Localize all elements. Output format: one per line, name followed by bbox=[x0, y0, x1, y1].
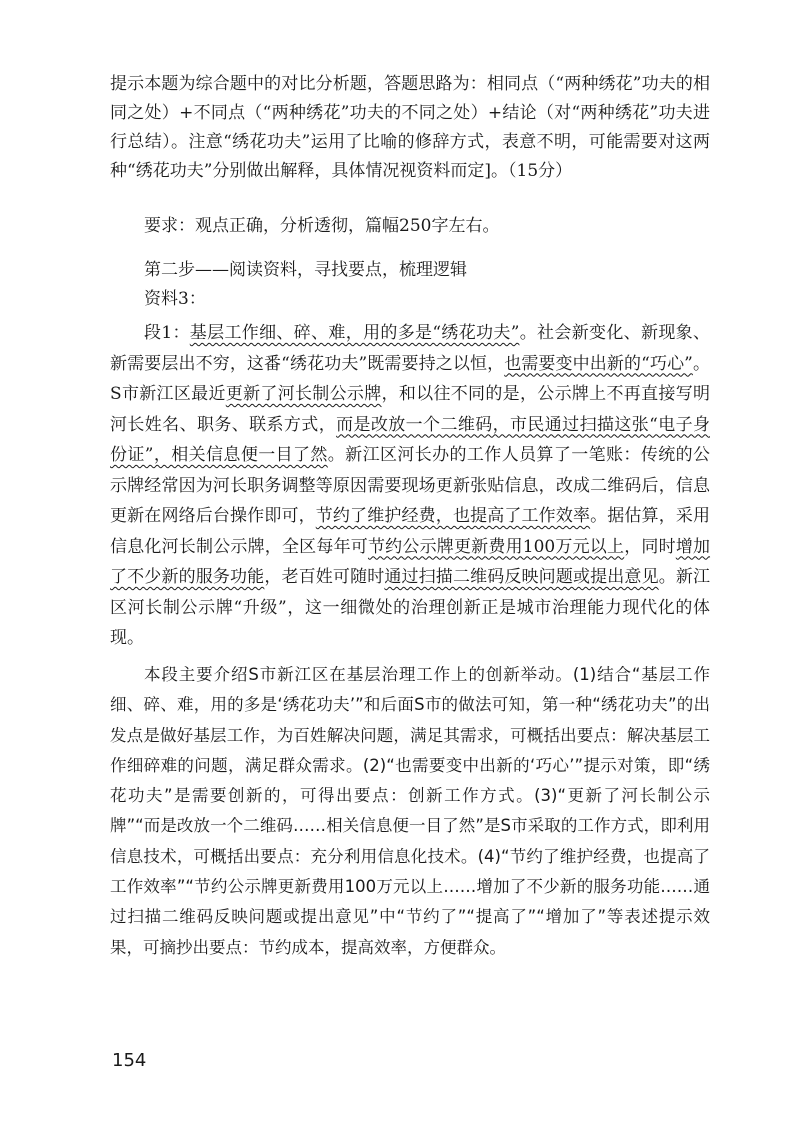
segment-text: 段1： bbox=[144, 323, 190, 343]
underlined-phrase: 更新了河长制公示牌 bbox=[225, 384, 382, 404]
material-label: 资料3： bbox=[144, 289, 206, 309]
segment-text: ，同时 bbox=[624, 536, 676, 557]
underlined-phrase: 基层工作细、碎、难，用的多是“绣花功夫” bbox=[189, 323, 520, 343]
step-heading: 第二步——阅读资料，寻找要点，梳理逻辑 bbox=[144, 260, 467, 280]
underlined-phrase: 而是改放一个二维码，市民通过扫描这张“电子身份证”，相关信息便一目了然 bbox=[110, 414, 710, 465]
segment-paragraph bbox=[110, 318, 710, 654]
underlined-phrase: 节约了维护经费，也提高了工作效率 bbox=[315, 506, 591, 526]
underlined-phrase: 节约公示牌更新费用100万元以上 bbox=[367, 536, 625, 557]
segment-text: 。新江区河长制公示牌“升级”，这一细微处的治理创新正是城市治理能力现代化的体现。 bbox=[110, 567, 711, 648]
segment-text: 。S市新江区最近 bbox=[110, 353, 710, 404]
requirement-line: 要求：观点正确，分析透彻，篇幅250字左右。 bbox=[144, 216, 500, 236]
hint-paragraph: 提示本题为综合题中的对比分析题，答题思路为：相同点（“两种绣花”功夫的相同之处）+不同点（“两种绣花”功夫的不同之处）+结论（对“两种绣花”功夫进行总结）。注意“绣花功夫”运用了比喻的修辞方式，表意不明，可能需要对这两种“绣花功夫”分别做出解释，具体情况视资料而定]。（15分） bbox=[110, 74, 710, 181]
segment-text: 。据估算，采用信息化河长制公示牌，全区每年可 bbox=[110, 506, 711, 557]
underlined-phrase: 通过扫描二维码反映问题或提出意见 bbox=[384, 567, 659, 587]
segment-text: ，和以往不同的是，公示牌上不再直接写明河长姓名、职务、联系方式， bbox=[110, 384, 711, 435]
segment-text: ，老百姓可随时 bbox=[264, 567, 385, 587]
underlined-phrase: 也需要变中出新的“巧心” bbox=[504, 353, 693, 374]
segment-text: 。社会新变化、新现象、新需要层出不穷，这番“绣花功夫”既需要持之以恒， bbox=[110, 323, 710, 374]
underlined-phrase: 增加了不少新的服务功能 bbox=[110, 536, 711, 587]
analysis-paragraph: 本段主要介绍S市新江区在基层治理工作上的创新举动。(1)结合“基层工作细、碎、难，用的多是‘绣花功夫’”和后面S市的做法可知，第一种“绣花功夫”的出发点是做好基层工作，为百姓解决问题，满足其需求，可概括出要点：解决基层工作细碎难的问题，满足群众需求。(2)“也需要变中出新的‘巧心’”提示对策，即“绣花功夫”是需要创新的，可得出要点：创新工作方式。(3)“更新了河长制公示牌”“而是改放一个二维码……相关信息便一目了然”是S市采取的工作方式，即利用信息技术，可概括出要点：充分利用信息化技术。(4)“节约了维护经费，也提高了工作效率”“节约公示牌更新费用100万元以上……增加了不少新的服务功能……通过扫描二维码反映问题或提出意见”中“节约了”“提高了”“增加了”等表述提示效果，可摘抄出要点：节约成本，提高效率，方便群众。 bbox=[110, 665, 710, 957]
page-number: 154 bbox=[112, 1050, 147, 1071]
segment-text: 。新江区河长办的工作人员算了一笔账：传统的公示牌经常因为河长职务调整等原因需要现场更新张贴信息，改成二维码后，信息更新在网络后台操作即可， bbox=[110, 445, 710, 526]
